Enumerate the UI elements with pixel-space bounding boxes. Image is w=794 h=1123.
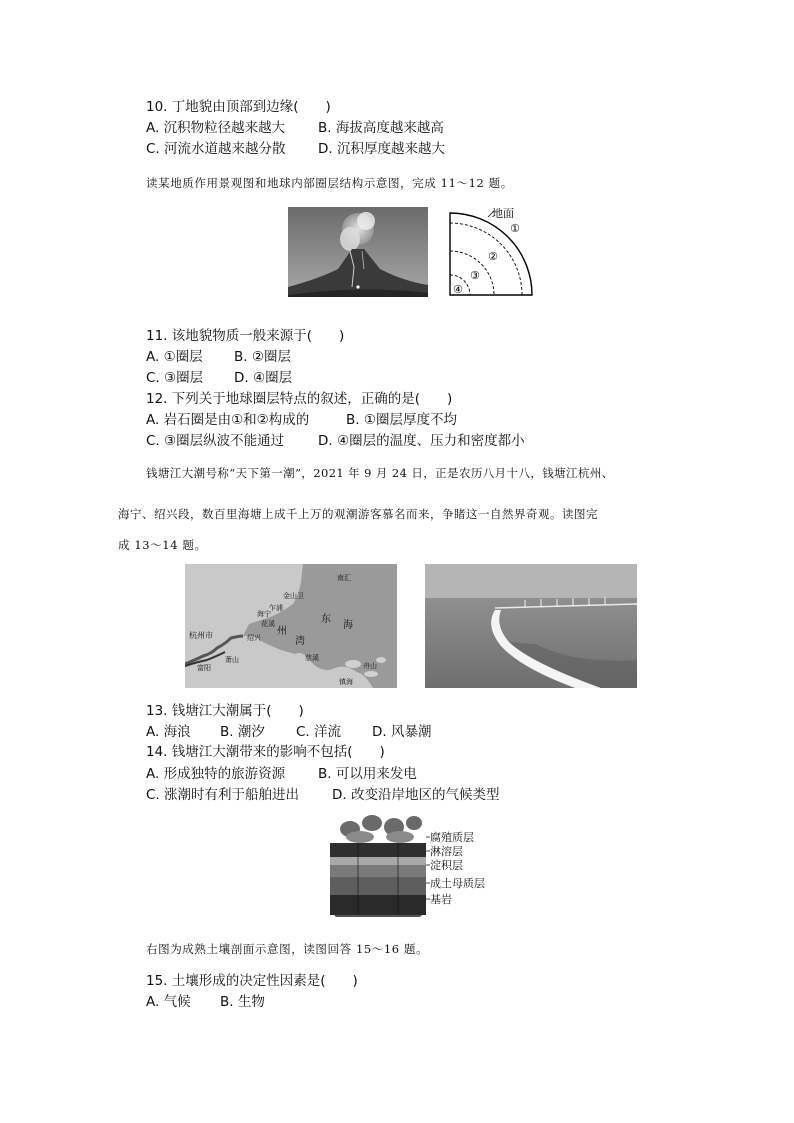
- map-label-jinshanwei: 金山卫: [283, 592, 304, 600]
- q13-option-a[interactable]: A. 海浪: [146, 724, 191, 740]
- layer-label-3: ③: [470, 269, 480, 282]
- intro-13-14-line3: 成 13～14 题。: [118, 538, 207, 552]
- q10-options-row1: [146, 119, 444, 137]
- q14-option-a[interactable]: A. 形成独特的旅游资源: [146, 766, 286, 782]
- soil-label-parent-material: 成土母质层: [430, 877, 485, 890]
- q11-option-b[interactable]: B. ②圈层: [234, 349, 291, 365]
- map-label-zhenhai: 镇海: [339, 678, 353, 686]
- q10-option-c[interactable]: C. 河流水道越来越分散: [146, 141, 286, 157]
- soil-label-humus: 腐殖质层: [430, 831, 474, 844]
- q13-option-c[interactable]: C. 洋流: [296, 724, 342, 740]
- intro-15-16: 右图为成熟土壤剖面示意图，读图回答 15～16 题。: [146, 942, 429, 956]
- q11-options-row1: [146, 348, 291, 366]
- q10-options-row2: [146, 140, 445, 158]
- q11-stem: 11. 该地貌物质一般来源于( ): [146, 328, 345, 344]
- q12-options-row1: [146, 411, 457, 429]
- map-label-cixi: 慈溪: [305, 654, 319, 662]
- q12-option-d[interactable]: D. ④圈层的温度、压力和密度都小: [318, 433, 525, 449]
- q12-options-row2: [146, 432, 525, 450]
- q13-options: [146, 723, 431, 741]
- map-label-huaxi: 花溪: [261, 620, 275, 628]
- soil-profile-diagram: [330, 815, 496, 919]
- vegetation: [340, 815, 422, 843]
- q12-option-c[interactable]: C. ③圈层纵波不能通过: [146, 433, 285, 449]
- map-label-zhoushan: 舟山: [363, 662, 377, 670]
- q15-stem: 15. 土壤形成的决定性因素是( ): [146, 973, 358, 989]
- map-label-zhou: 州: [277, 626, 287, 637]
- map-label-shaoxing: 绍兴: [247, 634, 261, 642]
- map-label-hai: 海: [343, 620, 353, 631]
- intro-13-14-line1: 钱塘江大潮号称“天下第一潮”，2021 年 9 月 24 日，正是农历八月十八，钱塘江杭州、: [146, 466, 614, 480]
- map-label-hangzhou: 杭州市: [189, 631, 213, 640]
- hangzhou-bay-map: [185, 564, 397, 688]
- map-label-dong: 东: [321, 614, 331, 625]
- q12-option-b[interactable]: B. ①圈层厚度不均: [346, 412, 457, 428]
- q11-options-row2: [146, 369, 292, 387]
- q14-options-row1: [146, 765, 417, 783]
- q10-option-d[interactable]: D. 沉积厚度越来越大: [318, 141, 445, 157]
- q10-option-b[interactable]: B. 海拔高度越来越高: [318, 120, 444, 136]
- q14-option-d[interactable]: D. 改变沿岸地区的气候类型: [332, 787, 500, 803]
- q10-option-a[interactable]: A. 沉积物粒径越来越大: [146, 120, 286, 136]
- q13-stem: 13. 钱塘江大潮属于( ): [146, 703, 304, 719]
- earth-layers-diagram: [448, 205, 540, 299]
- intro-11-12: 读某地质作用景观图和地球内部圈层结构示意图，完成 11～12 题。: [146, 176, 513, 190]
- q12-option-a[interactable]: A. 岩石圈是由①和②构成的: [146, 412, 310, 428]
- q14-option-c[interactable]: C. 涨潮时有利于船舶进出: [146, 787, 300, 803]
- surface-label: 地面: [492, 207, 514, 220]
- map-label-zhapu: 乍浦: [269, 604, 283, 612]
- q14-option-b[interactable]: B. 可以用来发电: [318, 766, 417, 782]
- map-label-wan: 湾: [295, 636, 305, 647]
- q13-option-b[interactable]: B. 潮汐: [220, 724, 265, 740]
- q13-option-d[interactable]: D. 风暴潮: [372, 724, 432, 740]
- q10-stem: 10. 丁地貌由顶部到边缘( ): [146, 99, 331, 115]
- q15-option-a[interactable]: A. 气候: [146, 994, 191, 1010]
- q14-stem: 14. 钱塘江大潮带来的影响不包括( ): [146, 744, 385, 760]
- tidal-bore-photo: [425, 564, 637, 688]
- q11-option-d[interactable]: D. ④圈层: [234, 370, 293, 386]
- map-label-xiaoshan: 萧山: [225, 656, 239, 664]
- soil-label-eluviation: 淋溶层: [430, 845, 463, 858]
- soil-label-bedrock: 基岩: [430, 893, 452, 906]
- q15-option-b[interactable]: B. 生物: [220, 994, 265, 1010]
- q11-option-c[interactable]: C. ③圈层: [146, 370, 204, 386]
- q14-options-row2: [146, 786, 499, 804]
- soil-label-illuviation: 淀积层: [430, 859, 463, 872]
- q15-options: [146, 993, 265, 1011]
- map-label-fuyang: 富阳: [197, 664, 211, 672]
- layer-label-1: ①: [510, 222, 520, 235]
- layer-label-4: ④: [453, 283, 463, 296]
- layer-label-2: ②: [488, 250, 498, 263]
- q12-stem: 12. 下列关于地球圈层特点的叙述，正确的是( ): [146, 391, 453, 407]
- map-label-nanhui: 南汇: [337, 574, 351, 582]
- q11-option-a[interactable]: A. ①圈层: [146, 349, 203, 365]
- map-label-haining: 海宁: [257, 610, 271, 618]
- intro-13-14-line2: 海宁、绍兴段，数百里海塘上成千上万的观潮游客慕名而来，争睹这一自然界奇观。读图完: [118, 507, 598, 521]
- volcano-photo: [288, 207, 428, 297]
